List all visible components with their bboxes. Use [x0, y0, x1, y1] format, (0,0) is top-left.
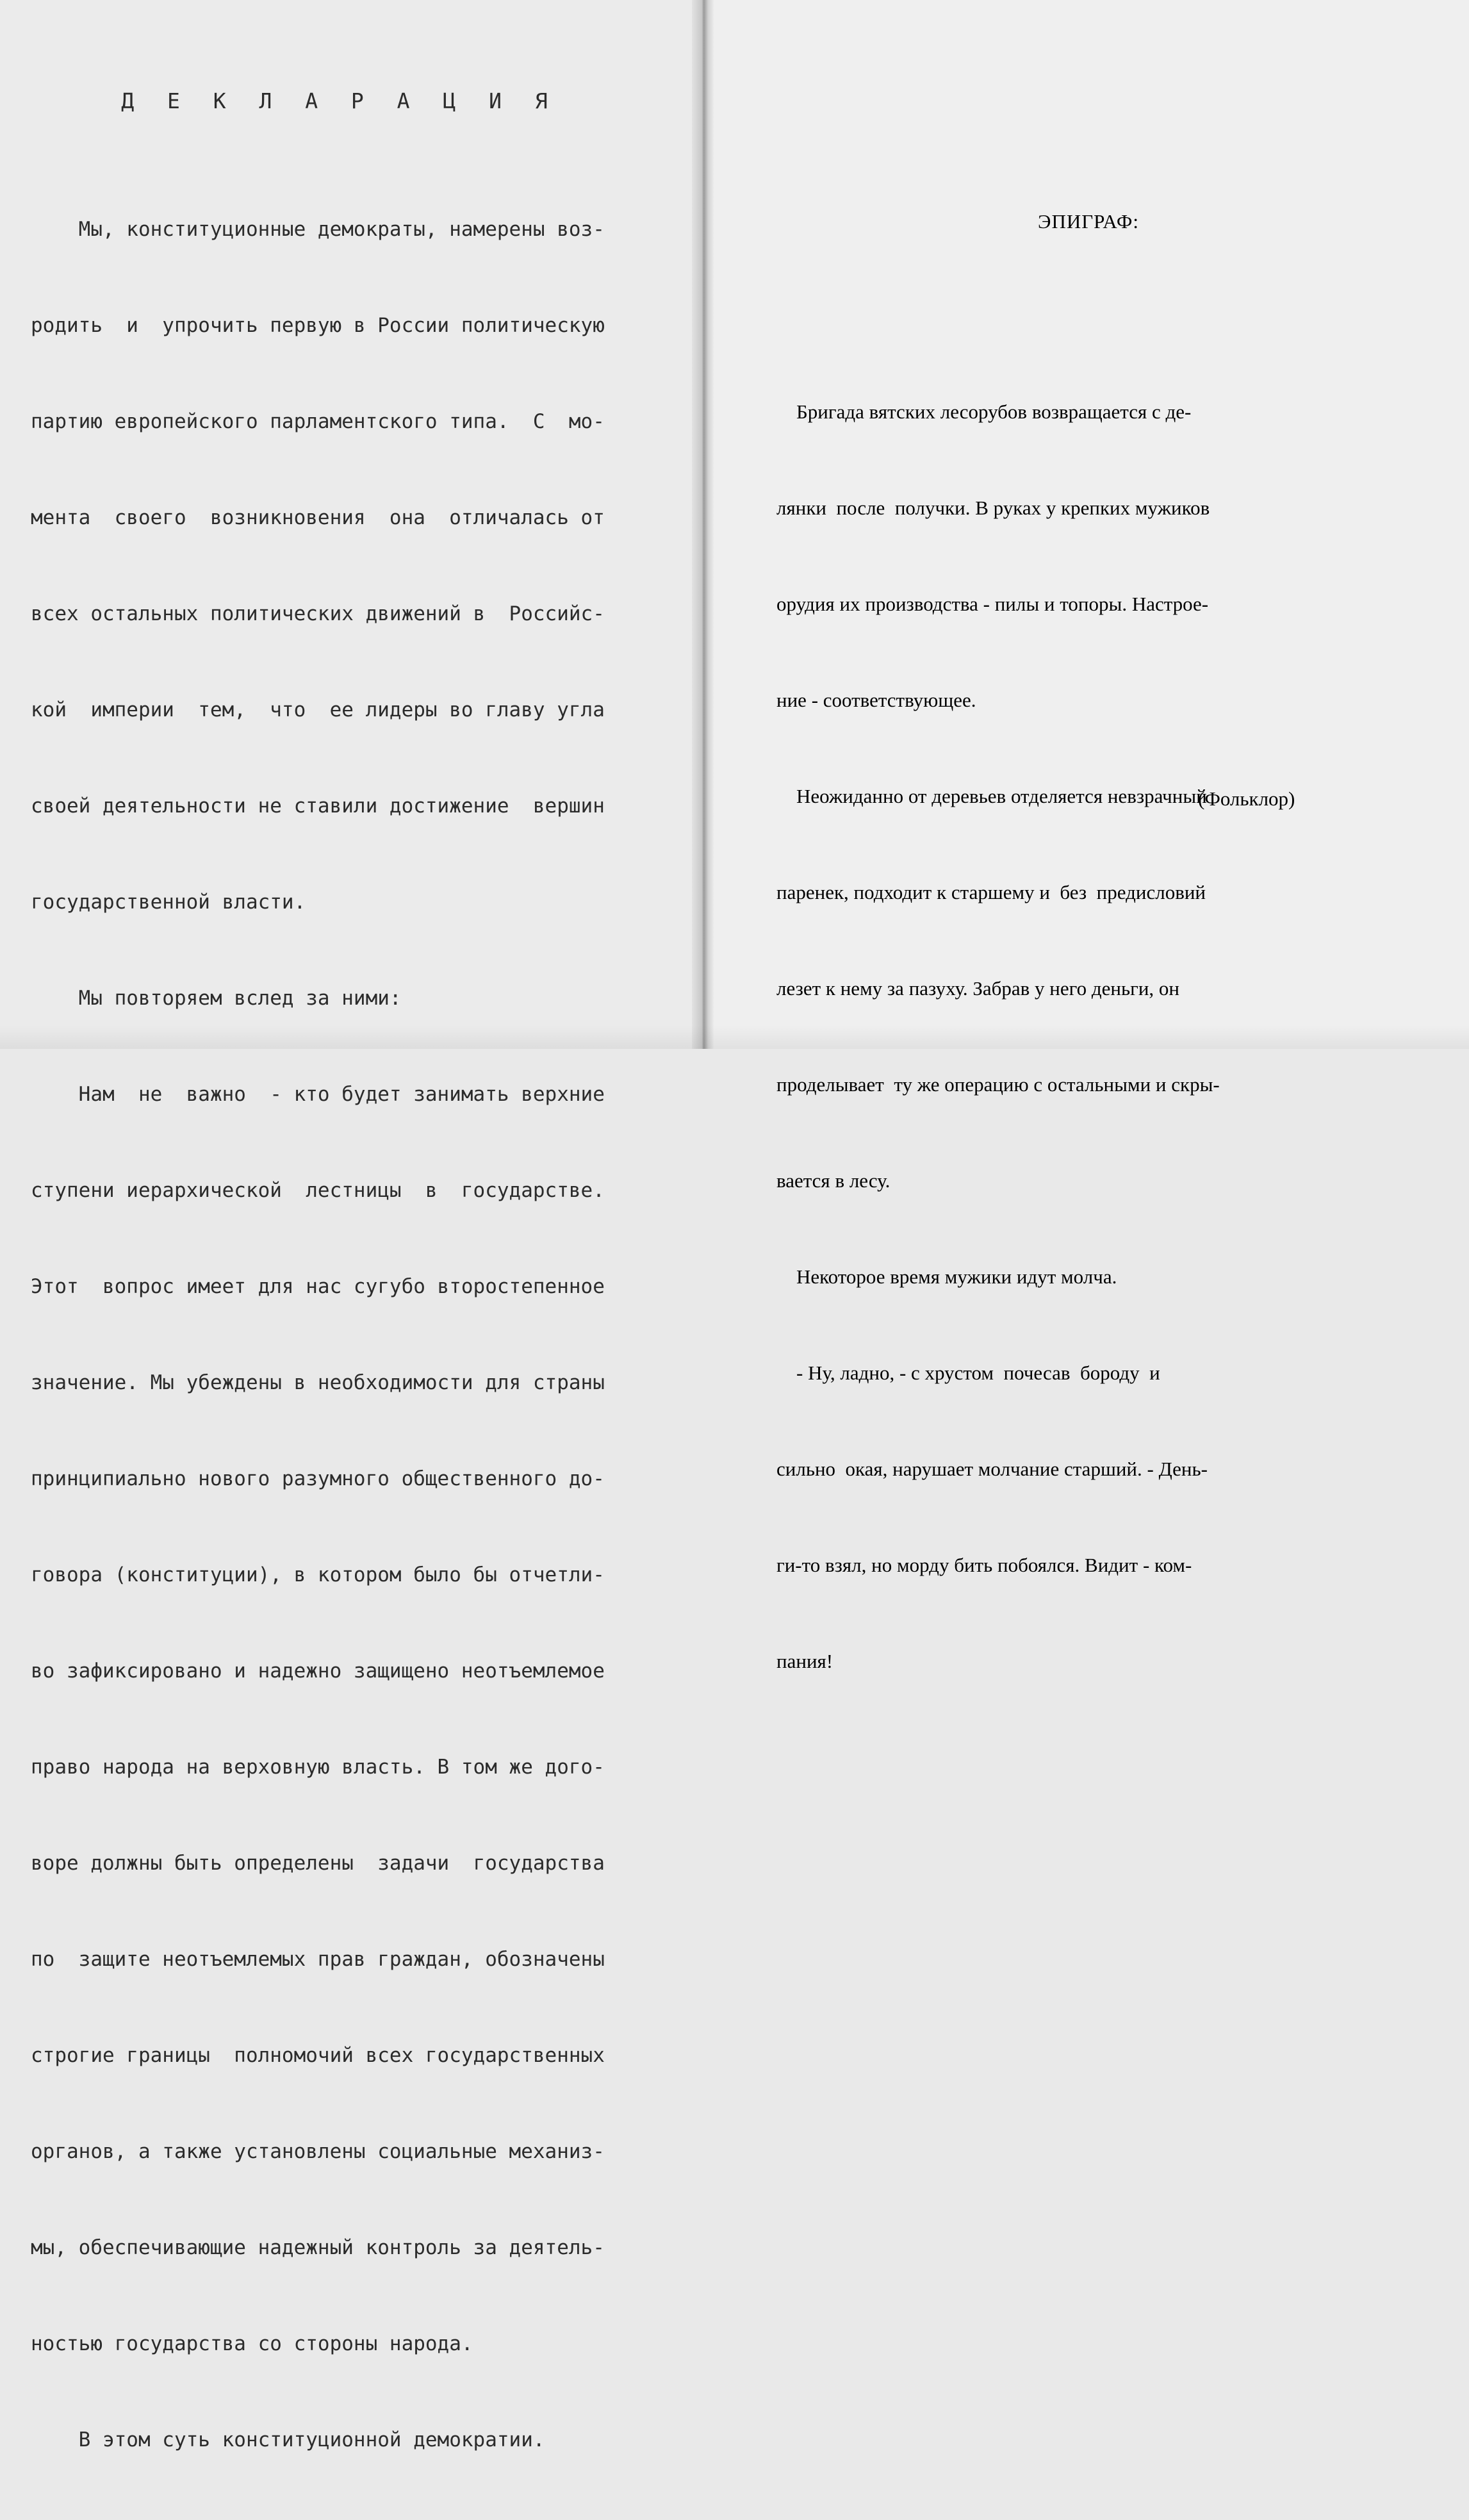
- text-line: орудия их производства - пилы и топоры. Настрое-: [776, 593, 1209, 615]
- text-line: мента своего возникновения она отличалась от: [31, 506, 605, 529]
- text-line: государственной власти.: [31, 891, 306, 914]
- text-line: по защите неотъемлемых прав граждан, обозначены: [31, 1948, 605, 1971]
- text-line: кой империи тем, что ее лидеры во главу угла: [31, 698, 605, 721]
- text-line: пания!: [776, 1650, 833, 1672]
- text-line: вается в лесу.: [776, 1169, 890, 1192]
- epigraph-signature: (Фольклор): [1198, 787, 1295, 810]
- page-bottom-shadow: [0, 1025, 1469, 1049]
- left-page: [0, 0, 702, 2451]
- text-line: партию европейского парламентского типа. С мо-: [31, 410, 605, 433]
- text-line: ступени иерархической лестницы в государстве.: [31, 1179, 605, 1202]
- text-line: говора (конституции), в котором было бы отчетли-: [31, 1563, 605, 1586]
- epigraph-title: ЭПИГРАФ:: [1038, 210, 1139, 233]
- text-line: право народа на верховную власть. В том же дого-: [31, 1756, 605, 1779]
- text-line: сильно окая, нарушает молчание старший. - День-: [776, 1458, 1208, 1480]
- declaration-body: [31, 149, 678, 2520]
- text-line: всех остальных политических движений в Российс-: [31, 602, 605, 625]
- text-line: Некоторое время мужики идут молча.: [776, 1265, 1117, 1288]
- text-line: значение. Мы убеждены в необходимости для страны: [31, 1371, 605, 1394]
- text-line: Бригада вятских лесорубов возвращается с де-: [776, 400, 1192, 423]
- text-line: проделывает ту же операцию с остальными и скры-: [776, 1073, 1220, 1096]
- text-line: воре должны быть определены задачи государства: [31, 1852, 605, 1875]
- text-line: Мы, конституционные демократы, намерены воз-: [31, 218, 605, 241]
- text-line: органов, а также установлены социальные механиз-: [31, 2140, 605, 2163]
- text-line: мы, обеспечивающие надежный контроль за деятель-: [31, 2236, 605, 2259]
- text-line: Мы повторяем вслед за ними:: [31, 987, 402, 1010]
- text-line: лянки после получки. В руках у крепких мужиков: [776, 497, 1210, 519]
- text-line: принципиально нового разумного общественного до-: [31, 1467, 605, 1490]
- text-line: Неожиданно от деревьев отделяется невзрачный: [776, 785, 1207, 807]
- text-line: родить и упрочить первую в России политическую: [31, 314, 605, 337]
- text-line: В этом суть конституционной демократии.: [31, 2428, 545, 2451]
- text-line: ностью государства со стороны народа.: [31, 2332, 473, 2355]
- book-gutter: [692, 0, 714, 1049]
- text-line: ние - соответствующее.: [776, 689, 976, 711]
- text-line: лезет к нему за пазуху. Забрав у него деньги, он: [776, 977, 1180, 1000]
- text-line: - Ну, ладно, - с хрустом почесав бороду и: [776, 1362, 1160, 1384]
- text-line: строгие границы полномочий всех государственных: [31, 2044, 605, 2067]
- text-line: паренек, подходит к старшему и без предисловий: [776, 881, 1206, 903]
- declaration-title: Д Е К Л А Р А Ц И Я: [121, 88, 558, 113]
- text-line: во зафиксировано и надежно защищено неотъемлемое: [31, 1659, 605, 1683]
- text-line: ги-то взял, но морду бить побоялся. Видит - ком-: [776, 1554, 1192, 1576]
- text-line: Этот вопрос имеет для нас сугубо второстепенное: [31, 1275, 605, 1298]
- text-line: Нам не важно - кто будет занимать верхние: [31, 1083, 605, 1106]
- text-line: своей деятельности не ставили достижение вершин: [31, 795, 605, 818]
